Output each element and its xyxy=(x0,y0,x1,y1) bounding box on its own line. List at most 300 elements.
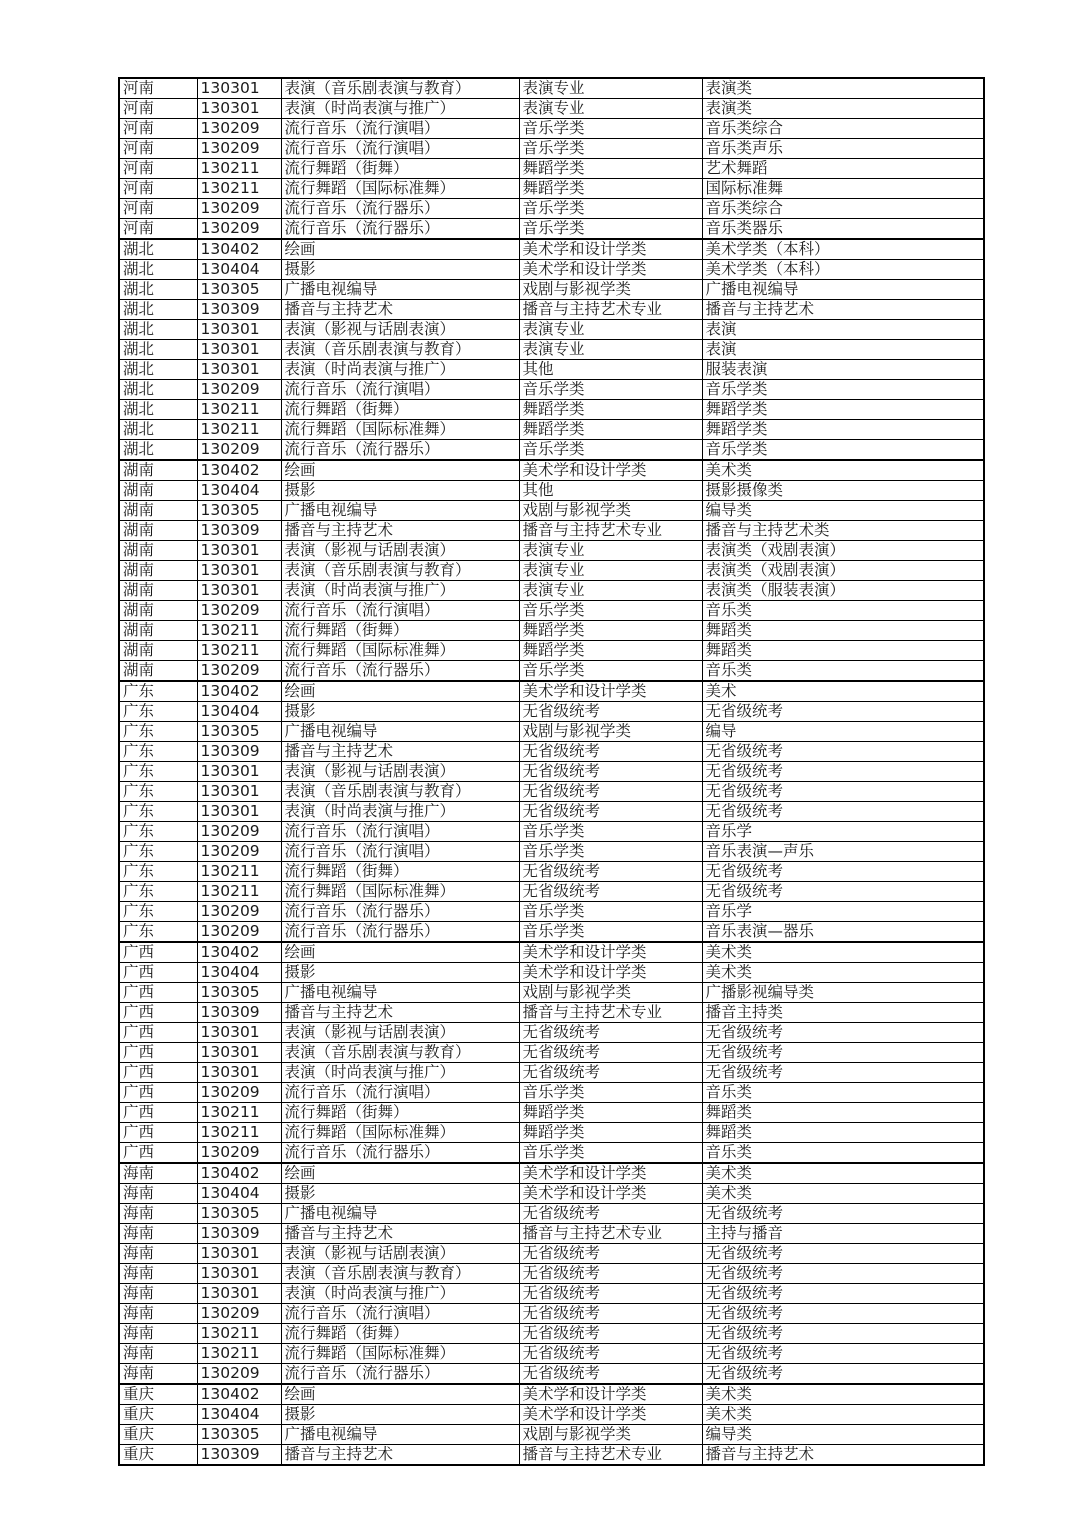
exam-cell: 美术类 xyxy=(702,1405,984,1425)
category-cell: 舞蹈学类 xyxy=(519,420,702,440)
province-cell: 湖北 xyxy=(119,380,197,400)
major-cell: 摄影 xyxy=(281,702,519,722)
category-cell: 无省级统考 xyxy=(519,742,702,762)
category-cell: 表演专业 xyxy=(519,581,702,601)
major-cell: 流行音乐（流行演唱） xyxy=(281,380,519,400)
major-cell: 流行舞蹈（国际标准舞） xyxy=(281,882,519,902)
exam-cell: 音乐类 xyxy=(702,601,984,621)
exam-cell: 无省级统考 xyxy=(702,1023,984,1043)
code-cell: 130209 xyxy=(197,380,281,400)
exam-cell: 无省级统考 xyxy=(702,1204,984,1224)
province-cell: 湖北 xyxy=(119,280,197,300)
major-cell: 表演（时尚表演与推广） xyxy=(281,360,519,380)
code-cell: 130301 xyxy=(197,762,281,782)
category-cell: 戏剧与影视学类 xyxy=(519,501,702,521)
exam-cell: 无省级统考 xyxy=(702,1244,984,1264)
exam-cell: 表演 xyxy=(702,340,984,360)
category-cell: 无省级统考 xyxy=(519,1204,702,1224)
category-cell: 表演专业 xyxy=(519,541,702,561)
code-cell: 130209 xyxy=(197,822,281,842)
major-cell: 流行舞蹈（街舞） xyxy=(281,621,519,641)
exam-cell: 编导类 xyxy=(702,501,984,521)
major-cell: 绘画 xyxy=(281,460,519,481)
table-row xyxy=(119,581,984,601)
exam-cell: 舞蹈学类 xyxy=(702,400,984,420)
exam-cell: 无省级统考 xyxy=(702,1043,984,1063)
major-cell: 表演（时尚表演与推广） xyxy=(281,1063,519,1083)
major-cell: 流行音乐（流行器乐） xyxy=(281,199,519,219)
category-cell: 无省级统考 xyxy=(519,782,702,802)
major-cell: 流行舞蹈（国际标准舞） xyxy=(281,420,519,440)
province-cell: 广东 xyxy=(119,782,197,802)
major-cell: 广播电视编导 xyxy=(281,1425,519,1445)
exam-cell: 播音与主持艺术类 xyxy=(702,521,984,541)
province-cell: 广东 xyxy=(119,902,197,922)
code-cell: 130211 xyxy=(197,862,281,882)
category-cell: 表演专业 xyxy=(519,78,702,99)
table-row xyxy=(119,742,984,762)
table-row xyxy=(119,340,984,360)
exam-cell: 音乐类综合 xyxy=(702,119,984,139)
table-row xyxy=(119,902,984,922)
province-cell: 海南 xyxy=(119,1204,197,1224)
category-cell: 美术学和设计学类 xyxy=(519,681,702,702)
exam-cell: 表演类（服装表演） xyxy=(702,581,984,601)
exam-cell: 美术类 xyxy=(702,460,984,481)
exam-cell: 播音与主持艺术 xyxy=(702,1445,984,1466)
major-cell: 表演（音乐剧表演与教育） xyxy=(281,1264,519,1284)
table-row xyxy=(119,882,984,902)
code-cell: 130301 xyxy=(197,581,281,601)
category-cell: 其他 xyxy=(519,360,702,380)
table-row xyxy=(119,1224,984,1244)
province-cell: 湖南 xyxy=(119,621,197,641)
table-row xyxy=(119,1425,984,1445)
code-cell: 130301 xyxy=(197,561,281,581)
code-cell: 130305 xyxy=(197,1425,281,1445)
table-row xyxy=(119,1244,984,1264)
code-cell: 130402 xyxy=(197,1384,281,1405)
table-row xyxy=(119,641,984,661)
major-cell: 绘画 xyxy=(281,1163,519,1184)
major-cell: 流行音乐（流行器乐） xyxy=(281,1364,519,1385)
category-cell: 无省级统考 xyxy=(519,1043,702,1063)
category-cell: 无省级统考 xyxy=(519,1324,702,1344)
exam-cell: 美术学类（本科） xyxy=(702,239,984,260)
major-cell: 表演（时尚表演与推广） xyxy=(281,581,519,601)
exam-cell: 音乐类 xyxy=(702,1143,984,1164)
table-row xyxy=(119,1384,984,1405)
major-cell: 流行音乐（流行演唱） xyxy=(281,601,519,621)
province-cell: 重庆 xyxy=(119,1384,197,1405)
exam-cell: 无省级统考 xyxy=(702,782,984,802)
major-cell: 表演（音乐剧表演与教育） xyxy=(281,1043,519,1063)
exam-cell: 无省级统考 xyxy=(702,882,984,902)
table-row xyxy=(119,601,984,621)
table-row xyxy=(119,621,984,641)
code-cell: 130402 xyxy=(197,239,281,260)
province-cell: 广东 xyxy=(119,742,197,762)
category-cell: 无省级统考 xyxy=(519,762,702,782)
province-cell: 海南 xyxy=(119,1364,197,1385)
major-cell: 摄影 xyxy=(281,260,519,280)
code-cell: 130305 xyxy=(197,722,281,742)
code-cell: 130209 xyxy=(197,1143,281,1164)
table-row xyxy=(119,159,984,179)
major-cell: 绘画 xyxy=(281,239,519,260)
exam-cell: 音乐类 xyxy=(702,661,984,682)
major-cell: 流行音乐（流行器乐） xyxy=(281,1143,519,1164)
code-cell: 130309 xyxy=(197,1003,281,1023)
code-cell: 130209 xyxy=(197,199,281,219)
category-cell: 戏剧与影视学类 xyxy=(519,280,702,300)
table-row xyxy=(119,1264,984,1284)
major-cell: 摄影 xyxy=(281,1405,519,1425)
table-row xyxy=(119,782,984,802)
province-cell: 湖北 xyxy=(119,239,197,260)
province-cell: 湖南 xyxy=(119,661,197,682)
exam-cell: 编导类 xyxy=(702,1425,984,1445)
table-row xyxy=(119,400,984,420)
code-cell: 130309 xyxy=(197,300,281,320)
table-row xyxy=(119,1445,984,1466)
category-cell: 播音与主持艺术专业 xyxy=(519,1224,702,1244)
province-cell: 河南 xyxy=(119,199,197,219)
major-cell: 表演（音乐剧表演与教育） xyxy=(281,78,519,99)
major-cell: 表演（音乐剧表演与教育） xyxy=(281,340,519,360)
exam-cell: 无省级统考 xyxy=(702,1324,984,1344)
category-cell: 播音与主持艺术专业 xyxy=(519,1003,702,1023)
table-row xyxy=(119,1405,984,1425)
code-cell: 130404 xyxy=(197,481,281,501)
code-cell: 130301 xyxy=(197,802,281,822)
table-row xyxy=(119,521,984,541)
major-cell: 流行舞蹈（街舞） xyxy=(281,862,519,882)
category-cell: 其他 xyxy=(519,481,702,501)
table-row xyxy=(119,1284,984,1304)
exam-cell: 主持与播音 xyxy=(702,1224,984,1244)
province-cell: 湖北 xyxy=(119,340,197,360)
exam-cell: 无省级统考 xyxy=(702,1304,984,1324)
exam-cell: 无省级统考 xyxy=(702,802,984,822)
province-cell: 广西 xyxy=(119,1123,197,1143)
exam-cell: 无省级统考 xyxy=(702,742,984,762)
table-row xyxy=(119,481,984,501)
code-cell: 130209 xyxy=(197,440,281,461)
code-cell: 130209 xyxy=(197,1364,281,1385)
table-row xyxy=(119,440,984,461)
exam-cell: 广播影视编导类 xyxy=(702,983,984,1003)
table-row xyxy=(119,239,984,260)
province-cell: 海南 xyxy=(119,1184,197,1204)
province-cell: 湖北 xyxy=(119,320,197,340)
major-cell: 广播电视编导 xyxy=(281,280,519,300)
code-cell: 130301 xyxy=(197,1063,281,1083)
code-cell: 130309 xyxy=(197,1445,281,1466)
table-row xyxy=(119,922,984,943)
exam-cell: 摄影摄像类 xyxy=(702,481,984,501)
exam-cell: 表演类（戏剧表演） xyxy=(702,541,984,561)
code-cell: 130301 xyxy=(197,78,281,99)
table-row xyxy=(119,661,984,682)
province-cell: 广西 xyxy=(119,1083,197,1103)
category-cell: 无省级统考 xyxy=(519,802,702,822)
exam-cell: 编导 xyxy=(702,722,984,742)
major-cell: 表演（音乐剧表演与教育） xyxy=(281,782,519,802)
code-cell: 130211 xyxy=(197,1344,281,1364)
province-cell: 湖南 xyxy=(119,521,197,541)
exam-cell: 舞蹈类 xyxy=(702,1123,984,1143)
table-row xyxy=(119,219,984,240)
category-cell: 音乐学类 xyxy=(519,922,702,943)
table-row xyxy=(119,802,984,822)
province-cell: 湖南 xyxy=(119,541,197,561)
code-cell: 130309 xyxy=(197,1224,281,1244)
code-cell: 130402 xyxy=(197,460,281,481)
province-cell: 广东 xyxy=(119,842,197,862)
table-row xyxy=(119,862,984,882)
exam-cell: 舞蹈学类 xyxy=(702,420,984,440)
exam-cell: 表演类（戏剧表演） xyxy=(702,561,984,581)
code-cell: 130211 xyxy=(197,159,281,179)
province-cell: 海南 xyxy=(119,1284,197,1304)
province-cell: 海南 xyxy=(119,1264,197,1284)
major-cell: 绘画 xyxy=(281,942,519,963)
table-row xyxy=(119,1344,984,1364)
major-cell: 流行舞蹈（国际标准舞） xyxy=(281,179,519,199)
table-row xyxy=(119,722,984,742)
major-cell: 绘画 xyxy=(281,1384,519,1405)
code-cell: 130404 xyxy=(197,260,281,280)
exam-cell: 音乐类器乐 xyxy=(702,219,984,240)
category-cell: 无省级统考 xyxy=(519,882,702,902)
major-cell: 播音与主持艺术 xyxy=(281,1445,519,1466)
code-cell: 130305 xyxy=(197,501,281,521)
code-cell: 130309 xyxy=(197,521,281,541)
table-row xyxy=(119,179,984,199)
major-cell: 表演（影视与话剧表演） xyxy=(281,320,519,340)
table-row xyxy=(119,681,984,702)
category-cell: 音乐学类 xyxy=(519,219,702,240)
major-cell: 表演（影视与话剧表演） xyxy=(281,1023,519,1043)
table-row xyxy=(119,1304,984,1324)
code-cell: 130211 xyxy=(197,1324,281,1344)
major-cell: 播音与主持艺术 xyxy=(281,1003,519,1023)
table-row xyxy=(119,561,984,581)
code-cell: 130301 xyxy=(197,360,281,380)
exam-cell: 表演 xyxy=(702,320,984,340)
category-cell: 音乐学类 xyxy=(519,902,702,922)
exam-cell: 舞蹈类 xyxy=(702,621,984,641)
major-cell: 流行舞蹈（国际标准舞） xyxy=(281,641,519,661)
table-row xyxy=(119,360,984,380)
exam-cell: 无省级统考 xyxy=(702,762,984,782)
exam-cell: 音乐学 xyxy=(702,902,984,922)
category-cell: 美术学和设计学类 xyxy=(519,239,702,260)
major-cell: 流行音乐（流行演唱） xyxy=(281,822,519,842)
table-row xyxy=(119,1043,984,1063)
table-row xyxy=(119,541,984,561)
province-cell: 河南 xyxy=(119,119,197,139)
major-cell: 流行音乐（流行器乐） xyxy=(281,440,519,461)
exam-cell: 舞蹈类 xyxy=(702,1103,984,1123)
category-cell: 无省级统考 xyxy=(519,1364,702,1385)
major-cell: 播音与主持艺术 xyxy=(281,521,519,541)
code-cell: 130209 xyxy=(197,119,281,139)
category-cell: 无省级统考 xyxy=(519,1304,702,1324)
exam-cell: 广播电视编导 xyxy=(702,280,984,300)
major-cell: 流行音乐（流行器乐） xyxy=(281,219,519,240)
category-cell: 舞蹈学类 xyxy=(519,621,702,641)
exam-cell: 无省级统考 xyxy=(702,1344,984,1364)
code-cell: 130301 xyxy=(197,541,281,561)
code-cell: 130404 xyxy=(197,702,281,722)
province-cell: 广东 xyxy=(119,922,197,943)
category-cell: 无省级统考 xyxy=(519,1344,702,1364)
category-cell: 美术学和设计学类 xyxy=(519,460,702,481)
province-cell: 海南 xyxy=(119,1224,197,1244)
table-row xyxy=(119,119,984,139)
province-cell: 湖北 xyxy=(119,360,197,380)
major-cell: 流行音乐（流行演唱） xyxy=(281,119,519,139)
exam-cell: 表演类 xyxy=(702,99,984,119)
category-cell: 无省级统考 xyxy=(519,1264,702,1284)
exam-cell: 舞蹈类 xyxy=(702,641,984,661)
code-cell: 130402 xyxy=(197,681,281,702)
province-cell: 湖南 xyxy=(119,481,197,501)
category-cell: 戏剧与影视学类 xyxy=(519,983,702,1003)
province-cell: 湖北 xyxy=(119,260,197,280)
table-row xyxy=(119,1163,984,1184)
major-cell: 表演（时尚表演与推广） xyxy=(281,1284,519,1304)
table-row xyxy=(119,1103,984,1123)
province-cell: 广东 xyxy=(119,762,197,782)
table-row xyxy=(119,822,984,842)
province-major-table xyxy=(118,77,985,1466)
province-cell: 湖南 xyxy=(119,501,197,521)
table-row xyxy=(119,280,984,300)
code-cell: 130301 xyxy=(197,1244,281,1264)
code-cell: 130211 xyxy=(197,641,281,661)
major-cell: 播音与主持艺术 xyxy=(281,300,519,320)
code-cell: 130209 xyxy=(197,902,281,922)
province-cell: 广西 xyxy=(119,963,197,983)
category-cell: 音乐学类 xyxy=(519,1143,702,1164)
exam-cell: 无省级统考 xyxy=(702,702,984,722)
major-cell: 播音与主持艺术 xyxy=(281,1224,519,1244)
province-cell: 河南 xyxy=(119,99,197,119)
category-cell: 音乐学类 xyxy=(519,119,702,139)
code-cell: 130301 xyxy=(197,320,281,340)
code-cell: 130404 xyxy=(197,1405,281,1425)
major-cell: 流行音乐（流行器乐） xyxy=(281,902,519,922)
major-cell: 流行音乐（流行演唱） xyxy=(281,1304,519,1324)
major-cell: 摄影 xyxy=(281,963,519,983)
province-cell: 广东 xyxy=(119,722,197,742)
exam-cell: 播音与主持艺术 xyxy=(702,300,984,320)
exam-cell: 无省级统考 xyxy=(702,862,984,882)
table-row xyxy=(119,702,984,722)
major-cell: 流行音乐（流行器乐） xyxy=(281,922,519,943)
province-cell: 河南 xyxy=(119,159,197,179)
table-row xyxy=(119,842,984,862)
province-cell: 海南 xyxy=(119,1304,197,1324)
code-cell: 130211 xyxy=(197,1103,281,1123)
table-row xyxy=(119,963,984,983)
province-cell: 湖北 xyxy=(119,400,197,420)
province-cell: 海南 xyxy=(119,1324,197,1344)
category-cell: 播音与主持艺术专业 xyxy=(519,300,702,320)
exam-cell: 艺术舞蹈 xyxy=(702,159,984,179)
table-row xyxy=(119,1204,984,1224)
code-cell: 130209 xyxy=(197,661,281,682)
category-cell: 播音与主持艺术专业 xyxy=(519,1445,702,1466)
category-cell: 音乐学类 xyxy=(519,139,702,159)
code-cell: 130209 xyxy=(197,842,281,862)
table-row xyxy=(119,139,984,159)
code-cell: 130211 xyxy=(197,1123,281,1143)
major-cell: 流行舞蹈（国际标准舞） xyxy=(281,1123,519,1143)
exam-cell: 美术类 xyxy=(702,1384,984,1405)
exam-cell: 音乐类综合 xyxy=(702,199,984,219)
table-row xyxy=(119,460,984,481)
table-body xyxy=(119,78,984,1465)
code-cell: 130404 xyxy=(197,963,281,983)
code-cell: 130404 xyxy=(197,1184,281,1204)
major-cell: 摄影 xyxy=(281,1184,519,1204)
major-cell: 广播电视编导 xyxy=(281,722,519,742)
code-cell: 130209 xyxy=(197,219,281,240)
code-cell: 130305 xyxy=(197,280,281,300)
category-cell: 美术学和设计学类 xyxy=(519,1184,702,1204)
province-cell: 湖北 xyxy=(119,420,197,440)
exam-cell: 音乐类声乐 xyxy=(702,139,984,159)
major-cell: 流行舞蹈（国际标准舞） xyxy=(281,1344,519,1364)
province-cell: 湖北 xyxy=(119,300,197,320)
major-cell: 流行音乐（流行演唱） xyxy=(281,139,519,159)
major-cell: 表演（影视与话剧表演） xyxy=(281,1244,519,1264)
major-cell: 流行音乐（流行演唱） xyxy=(281,1083,519,1103)
province-cell: 广东 xyxy=(119,702,197,722)
major-cell: 流行音乐（流行器乐） xyxy=(281,661,519,682)
table-row xyxy=(119,320,984,340)
province-cell: 海南 xyxy=(119,1344,197,1364)
category-cell: 舞蹈学类 xyxy=(519,1123,702,1143)
province-cell: 广东 xyxy=(119,802,197,822)
major-cell: 摄影 xyxy=(281,481,519,501)
province-cell: 海南 xyxy=(119,1163,197,1184)
province-cell: 广东 xyxy=(119,862,197,882)
province-cell: 广东 xyxy=(119,681,197,702)
exam-cell: 美术类 xyxy=(702,1163,984,1184)
table-row xyxy=(119,762,984,782)
category-cell: 播音与主持艺术专业 xyxy=(519,521,702,541)
exam-cell: 无省级统考 xyxy=(702,1364,984,1385)
major-cell: 流行舞蹈（街舞） xyxy=(281,1324,519,1344)
province-cell: 河南 xyxy=(119,179,197,199)
major-cell: 广播电视编导 xyxy=(281,501,519,521)
major-cell: 广播电视编导 xyxy=(281,983,519,1003)
province-cell: 湖南 xyxy=(119,581,197,601)
exam-cell: 无省级统考 xyxy=(702,1284,984,1304)
code-cell: 130211 xyxy=(197,179,281,199)
category-cell: 无省级统考 xyxy=(519,862,702,882)
table-row xyxy=(119,1184,984,1204)
category-cell: 音乐学类 xyxy=(519,199,702,219)
major-cell: 表演（音乐剧表演与教育） xyxy=(281,561,519,581)
province-cell: 广东 xyxy=(119,882,197,902)
table-row xyxy=(119,199,984,219)
